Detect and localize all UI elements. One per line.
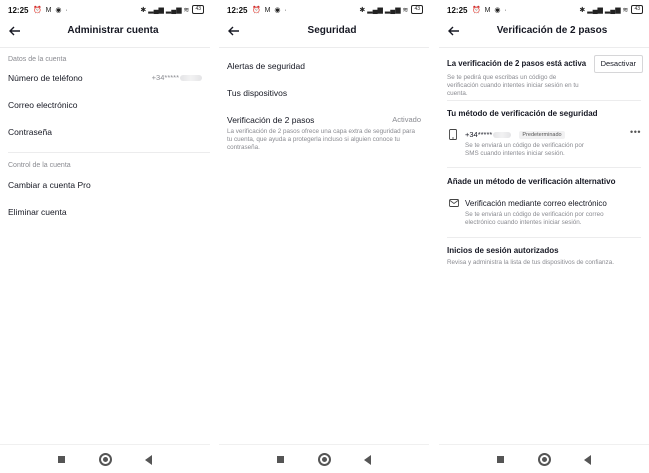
two-step-status: Activado bbox=[392, 115, 421, 124]
two-step-active-heading: La verificación de 2 pasos está activa bbox=[447, 59, 587, 68]
alt-method-heading: Añade un método de verificación alternativo bbox=[447, 177, 616, 186]
notification-icons: ⏰ M ◉ · bbox=[472, 7, 508, 14]
page-title: Verificación de 2 pasos bbox=[496, 25, 608, 36]
navbar bbox=[439, 18, 649, 44]
back-arrow-icon[interactable] bbox=[447, 24, 461, 38]
deactivate-button[interactable]: Desactivar bbox=[594, 55, 643, 73]
more-options-icon[interactable]: ••• bbox=[630, 127, 641, 137]
page-title: Seguridad bbox=[307, 25, 357, 36]
method-heading: Tu método de verificación de seguridad bbox=[447, 109, 598, 118]
email-method-description: Se te enviará un código de verificación por correo electrónico cuando intentes iniciar sesión. bbox=[465, 211, 604, 227]
row-label: Cambiar a cuenta Pro bbox=[8, 180, 91, 190]
row-label: Correo electrónico bbox=[8, 100, 78, 110]
row-email[interactable] bbox=[8, 100, 202, 114]
navbar bbox=[0, 18, 210, 44]
back-button[interactable] bbox=[584, 455, 591, 465]
authorized-logins-heading[interactable]: Inicios de sesión autorizados bbox=[447, 246, 559, 255]
row-label: Número de teléfono bbox=[8, 73, 83, 83]
system-nav-bar bbox=[0, 444, 210, 473]
section-label-account-data: Datos de la cuenta bbox=[8, 56, 67, 63]
two-step-active-description: Se te pedirá que escribas un código de verificación cuando intentes iniciar sesión en tu cuenta. bbox=[447, 74, 579, 98]
screen-verificacion-2-pasos bbox=[439, 0, 649, 473]
screen-administrar-cuenta bbox=[0, 0, 210, 473]
row-label: Verificación de 2 pasos bbox=[227, 115, 315, 125]
row-delete-account[interactable] bbox=[8, 207, 202, 221]
recents-button[interactable] bbox=[277, 456, 284, 463]
row-two-step[interactable] bbox=[227, 115, 421, 129]
status-time: 12:25 bbox=[227, 6, 248, 15]
phone-value: +34***** bbox=[152, 73, 202, 82]
divider bbox=[447, 100, 641, 101]
sms-description: Se te enviará un código de verificación por SMS cuando intentes iniciar sesión. bbox=[465, 142, 585, 158]
section-label-account-control: Control de la cuenta bbox=[8, 162, 71, 169]
phone-icon bbox=[449, 129, 457, 140]
system-icons: ✱ ▂▄▆ ▂▄▆ ≋ 43 bbox=[140, 5, 204, 14]
recents-button[interactable] bbox=[58, 456, 65, 463]
back-arrow-icon[interactable] bbox=[227, 24, 241, 38]
page-title: Administrar cuenta bbox=[67, 25, 159, 36]
mail-icon bbox=[449, 199, 459, 207]
notification-icons: ⏰ M ◉ · bbox=[33, 7, 69, 14]
home-button[interactable] bbox=[99, 453, 112, 466]
sms-method[interactable] bbox=[465, 130, 565, 139]
back-arrow-icon[interactable] bbox=[8, 24, 22, 38]
battery-icon: 43 bbox=[192, 5, 204, 14]
row-label: Tus dispositivos bbox=[227, 88, 288, 98]
divider bbox=[447, 237, 641, 238]
email-method-option[interactable]: Verificación mediante correo electrónico bbox=[465, 199, 607, 208]
home-button[interactable] bbox=[318, 453, 331, 466]
divider bbox=[439, 47, 649, 48]
navbar bbox=[219, 18, 429, 44]
row-label: Contraseña bbox=[8, 127, 52, 137]
battery-icon: 43 bbox=[631, 5, 643, 14]
divider bbox=[8, 152, 210, 153]
back-button[interactable] bbox=[145, 455, 152, 465]
row-label: Alertas de seguridad bbox=[227, 61, 305, 71]
notification-icons: ⏰ M ◉ · bbox=[252, 7, 288, 14]
system-icons: ✱ ▂▄▆ ▂▄▆ ≋ 43 bbox=[359, 5, 423, 14]
method-phone-value: +34***** bbox=[465, 130, 493, 139]
divider bbox=[447, 167, 641, 168]
row-switch-pro[interactable] bbox=[8, 180, 202, 194]
authorized-logins-description: Revisa y administra la lista de tus dispositivos de confianza. bbox=[447, 259, 614, 266]
battery-icon: 43 bbox=[411, 5, 423, 14]
system-nav-bar bbox=[219, 444, 429, 473]
screen-seguridad bbox=[219, 0, 429, 473]
status-time: 12:25 bbox=[8, 6, 29, 15]
row-security-alerts[interactable] bbox=[227, 61, 421, 75]
row-password[interactable] bbox=[8, 127, 202, 141]
system-icons: ✱ ▂▄▆ ▂▄▆ ≋ 43 bbox=[579, 5, 643, 14]
row-label: Eliminar cuenta bbox=[8, 207, 67, 217]
divider bbox=[0, 47, 210, 48]
recents-button[interactable] bbox=[497, 456, 504, 463]
default-badge: Predeterminado bbox=[519, 131, 564, 139]
back-button[interactable] bbox=[364, 455, 371, 465]
system-nav-bar bbox=[439, 444, 649, 473]
row-your-devices[interactable] bbox=[227, 88, 421, 102]
status-time: 12:25 bbox=[447, 6, 468, 15]
divider bbox=[219, 47, 429, 48]
home-button[interactable] bbox=[538, 453, 551, 466]
row-phone[interactable] bbox=[8, 73, 202, 87]
two-step-description: La verificación de 2 pasos ofrece una capa extra de seguridad para tu cuenta, que ayuda a protegerla incluso si alguien conoce tu contraseña. bbox=[227, 128, 415, 152]
